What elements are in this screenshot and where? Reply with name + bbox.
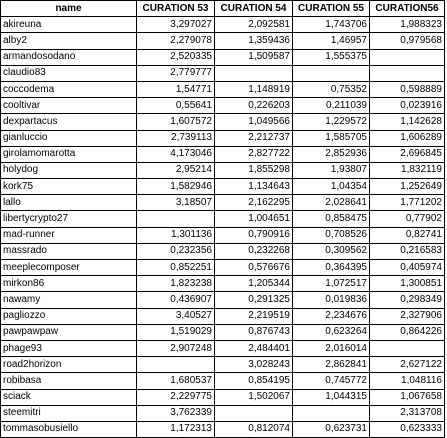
cell-name: mirkon86 bbox=[1, 276, 137, 292]
cell-name: holydog bbox=[1, 162, 137, 178]
cell-value: 0,226203 bbox=[215, 98, 293, 114]
cell-value: 0,77902 bbox=[370, 211, 445, 227]
table-row bbox=[1, 357, 445, 373]
cell-value bbox=[215, 65, 293, 81]
cell-name: coccodema bbox=[1, 81, 137, 97]
cell-value: 1,607572 bbox=[137, 114, 215, 130]
cell-value: 1,172313 bbox=[137, 421, 215, 437]
table-row bbox=[1, 195, 445, 211]
cell-value: 0,019836 bbox=[293, 292, 370, 308]
cell-value: 1,680537 bbox=[137, 373, 215, 389]
header-curation-54: CURATION 54 bbox=[215, 1, 293, 17]
cell-value bbox=[137, 211, 215, 227]
table-row bbox=[1, 421, 445, 437]
cell-value: 1,855298 bbox=[215, 162, 293, 178]
cell-value: 2,484401 bbox=[215, 340, 293, 356]
cell-name: sciack bbox=[1, 389, 137, 405]
cell-name: libertycrypto27 bbox=[1, 211, 137, 227]
cell-name: alby2 bbox=[1, 33, 137, 49]
cell-name: kork75 bbox=[1, 179, 137, 195]
cell-value: 0,55641 bbox=[137, 98, 215, 114]
cell-value: 1,93807 bbox=[293, 162, 370, 178]
cell-name: armandosodano bbox=[1, 49, 137, 65]
cell-value: 2,95214 bbox=[137, 162, 215, 178]
cell-value: 1,832119 bbox=[370, 162, 445, 178]
cell-value: 2,162295 bbox=[215, 195, 293, 211]
table-body bbox=[1, 17, 445, 438]
table-row bbox=[1, 373, 445, 389]
cell-value: 1,54771 bbox=[137, 81, 215, 97]
cell-value: 0,023916 bbox=[370, 98, 445, 114]
cell-value: 3,762339 bbox=[137, 405, 215, 421]
cell-value: 0,790916 bbox=[215, 227, 293, 243]
cell-value: 2,016014 bbox=[293, 340, 370, 356]
cell-value: 0,852251 bbox=[137, 260, 215, 276]
cell-value: 2,313708 bbox=[370, 405, 445, 421]
cell-name: pagliozzo bbox=[1, 308, 137, 324]
cell-value: 1,004651 bbox=[215, 211, 293, 227]
cell-value: 0,364395 bbox=[293, 260, 370, 276]
cell-value bbox=[370, 65, 445, 81]
cell-value: 0,405974 bbox=[370, 260, 445, 276]
table-row bbox=[1, 324, 445, 340]
cell-value: 0,745772 bbox=[293, 373, 370, 389]
cell-value: 2,219519 bbox=[215, 308, 293, 324]
table-row bbox=[1, 211, 445, 227]
cell-value: 2,852936 bbox=[293, 146, 370, 162]
cell-value: 2,234676 bbox=[293, 308, 370, 324]
cell-value: 2,279078 bbox=[137, 33, 215, 49]
header-curation-53: CURATION 53 bbox=[137, 1, 215, 17]
cell-value: 2,907248 bbox=[137, 340, 215, 356]
cell-value bbox=[137, 357, 215, 373]
cell-value: 2,627122 bbox=[370, 357, 445, 373]
table-row bbox=[1, 179, 445, 195]
header-name: name bbox=[1, 1, 137, 17]
cell-value: 2,862841 bbox=[293, 357, 370, 373]
cell-name: road2horizon bbox=[1, 357, 137, 373]
cell-value: 1,229572 bbox=[293, 114, 370, 130]
cell-value: 2,229775 bbox=[137, 389, 215, 405]
cell-value: 1,988323 bbox=[370, 17, 445, 33]
cell-name: lallo bbox=[1, 195, 137, 211]
cell-value: 0,436907 bbox=[137, 292, 215, 308]
cell-value: 1,049566 bbox=[215, 114, 293, 130]
cell-value: 1,509587 bbox=[215, 49, 293, 65]
cell-name: pawpawpaw bbox=[1, 324, 137, 340]
table-row bbox=[1, 33, 445, 49]
cell-value: 2,092581 bbox=[215, 17, 293, 33]
cell-value: 0,864226 bbox=[370, 324, 445, 340]
table-row bbox=[1, 243, 445, 259]
cell-value: 2,739113 bbox=[137, 130, 215, 146]
cell-value: 1,519029 bbox=[137, 324, 215, 340]
cell-value: 1,04354 bbox=[293, 179, 370, 195]
table-row bbox=[1, 81, 445, 97]
cell-value: 2,696845 bbox=[370, 146, 445, 162]
cell-value: 1,252649 bbox=[370, 179, 445, 195]
cell-value: 0,812074 bbox=[215, 421, 293, 437]
cell-value: 2,779777 bbox=[137, 65, 215, 81]
table-row bbox=[1, 227, 445, 243]
cell-value: 0,298349 bbox=[370, 292, 445, 308]
cell-name: massrado bbox=[1, 243, 137, 259]
cell-value: 0,623731 bbox=[293, 421, 370, 437]
cell-value bbox=[370, 340, 445, 356]
cell-value: 3,40527 bbox=[137, 308, 215, 324]
cell-value bbox=[293, 405, 370, 421]
cell-name: gianluccio bbox=[1, 130, 137, 146]
cell-value: 0,82741 bbox=[370, 227, 445, 243]
table-row bbox=[1, 98, 445, 114]
cell-value: 0,876743 bbox=[215, 324, 293, 340]
cell-value: 1,148919 bbox=[215, 81, 293, 97]
header-row bbox=[1, 1, 445, 17]
cell-value: 1,300851 bbox=[370, 276, 445, 292]
cell-value: 1,205344 bbox=[215, 276, 293, 292]
cell-value bbox=[370, 49, 445, 65]
cell-value: 1,771202 bbox=[370, 195, 445, 211]
cell-name: nawamy bbox=[1, 292, 137, 308]
cell-value: 1,301136 bbox=[137, 227, 215, 243]
table-row bbox=[1, 130, 445, 146]
cell-value: 0,598889 bbox=[370, 81, 445, 97]
cell-value: 1,134643 bbox=[215, 179, 293, 195]
table-row bbox=[1, 340, 445, 356]
cell-value: 0,576676 bbox=[215, 260, 293, 276]
cell-value: 1,359436 bbox=[215, 33, 293, 49]
cell-value: 1,743706 bbox=[293, 17, 370, 33]
cell-value: 1,067658 bbox=[370, 389, 445, 405]
table-row bbox=[1, 17, 445, 33]
table-row bbox=[1, 292, 445, 308]
cell-value: 2,520335 bbox=[137, 49, 215, 65]
cell-value: 1,142628 bbox=[370, 114, 445, 130]
cell-value: 0,858475 bbox=[293, 211, 370, 227]
cell-name: cooltivar bbox=[1, 98, 137, 114]
cell-value: 0,291325 bbox=[215, 292, 293, 308]
table-row bbox=[1, 276, 445, 292]
cell-name: akireuna bbox=[1, 17, 137, 33]
cell-value: 3,297027 bbox=[137, 17, 215, 33]
cell-value: 0,708526 bbox=[293, 227, 370, 243]
cell-name: mad-runner bbox=[1, 227, 137, 243]
cell-value: 2,028641 bbox=[293, 195, 370, 211]
cell-name: claudio83 bbox=[1, 65, 137, 81]
cell-value: 1,585705 bbox=[293, 130, 370, 146]
table-row bbox=[1, 260, 445, 276]
cell-value: 0,623333 bbox=[370, 421, 445, 437]
cell-value: 0,211039 bbox=[293, 98, 370, 114]
cell-value: 2,827722 bbox=[215, 146, 293, 162]
table-row bbox=[1, 65, 445, 81]
cell-value: 0,75352 bbox=[293, 81, 370, 97]
cell-name: tommasobusiello bbox=[1, 421, 137, 437]
cell-value: 3,18507 bbox=[137, 195, 215, 211]
cell-value: 1,582946 bbox=[137, 179, 215, 195]
table-row bbox=[1, 162, 445, 178]
cell-name: dexpartacus bbox=[1, 114, 137, 130]
cell-name: robibasa bbox=[1, 373, 137, 389]
cell-value: 3,028243 bbox=[215, 357, 293, 373]
cell-value: 0,854195 bbox=[215, 373, 293, 389]
table-row bbox=[1, 49, 445, 65]
cell-value: 1,048116 bbox=[370, 373, 445, 389]
cell-name: meeplecomposer bbox=[1, 260, 137, 276]
cell-value: 0,216583 bbox=[370, 243, 445, 259]
cell-value: 1,46957 bbox=[293, 33, 370, 49]
cell-value: 2,327906 bbox=[370, 308, 445, 324]
table-row bbox=[1, 405, 445, 421]
cell-value: 1,555375 bbox=[293, 49, 370, 65]
cell-value: 1,606289 bbox=[370, 130, 445, 146]
cell-value: 0,309562 bbox=[293, 243, 370, 259]
cell-value: 4,173046 bbox=[137, 146, 215, 162]
cell-value: 0,979568 bbox=[370, 33, 445, 49]
cell-name: steemitri bbox=[1, 405, 137, 421]
table-row bbox=[1, 389, 445, 405]
table-row bbox=[1, 146, 445, 162]
cell-name: phage93 bbox=[1, 340, 137, 356]
cell-value bbox=[293, 65, 370, 81]
cell-value: 0,232268 bbox=[215, 243, 293, 259]
cell-value: 0,232356 bbox=[137, 243, 215, 259]
cell-name: girolamomarotta bbox=[1, 146, 137, 162]
cell-value: 1,502067 bbox=[215, 389, 293, 405]
cell-value bbox=[215, 405, 293, 421]
cell-value: 2,212737 bbox=[215, 130, 293, 146]
header-curation-55: CURATION 55 bbox=[293, 1, 370, 17]
cell-value: 1,044315 bbox=[293, 389, 370, 405]
cell-value: 1,823238 bbox=[137, 276, 215, 292]
cell-value: 0,623264 bbox=[293, 324, 370, 340]
table-row bbox=[1, 308, 445, 324]
cell-value: 1,072517 bbox=[293, 276, 370, 292]
header-curation-56: CURATION56 bbox=[370, 1, 445, 17]
table-row bbox=[1, 114, 445, 130]
